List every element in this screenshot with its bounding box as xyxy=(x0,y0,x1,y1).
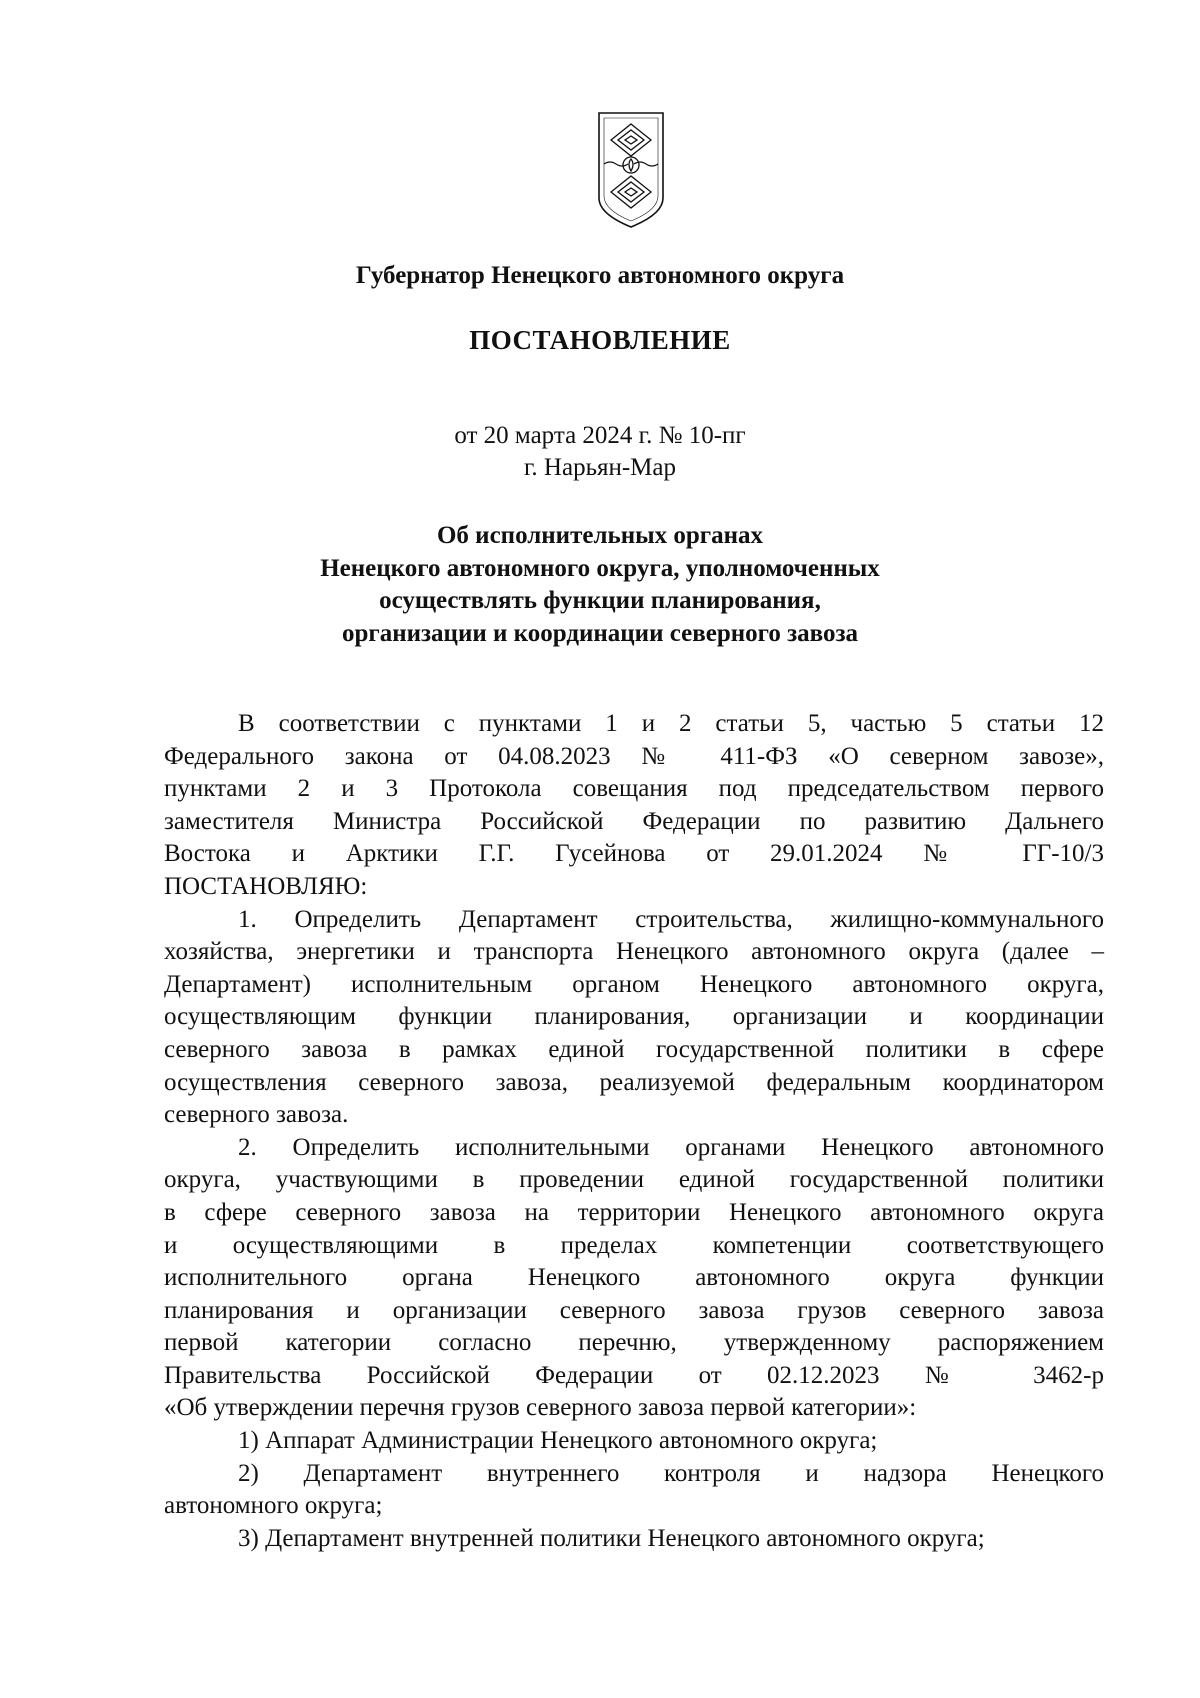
body-line: северного завоза. xyxy=(164,1101,349,1129)
body-line: заместителя Министра Российской Федерации по развитию Дальнего xyxy=(164,807,1104,835)
body-line: в сфере северного завоза на территории Ненецкого автономного округа xyxy=(164,1198,1104,1226)
document-type: ПОСТАНОВЛЕНИЕ xyxy=(469,325,731,355)
body-line: 1) Аппарат Администрации Ненецкого автономного округа; xyxy=(238,1427,878,1455)
body-line: осуществляющим функции планирования, организации и координации xyxy=(164,1003,1104,1031)
body-line: северного завоза в рамках единой государственной политики в сфере xyxy=(164,1035,1104,1063)
body-line: первой категории согласно перечню, утвержденному распоряжением xyxy=(164,1329,1104,1357)
body-line: Востока и Арктики Г.Г. Гусейнова от 29.01.2024 № ГГ-10/3 xyxy=(164,840,1104,868)
title-line: Об исполнительных органах xyxy=(436,522,764,549)
body-line: 1. Определить Департамент строительства, жилищно-коммунального xyxy=(238,905,1104,933)
body-line: 3) Департамент внутренней политики Ненецкого автономного округа; xyxy=(238,1524,985,1552)
body-line: Федерального закона от 04.08.2023 № 411-ФЗ «О северном завозе», xyxy=(164,742,1104,770)
document-body xyxy=(164,708,1104,1555)
document-date-number: от 20 марта 2024 г. № 10-пг xyxy=(454,422,746,449)
document-city: г. Нарьян-Мар xyxy=(523,454,676,481)
body-line: осуществления северного завоза, реализуемой федеральным координатором xyxy=(164,1068,1104,1096)
title-line: организации и координации северного завоза xyxy=(341,619,859,647)
body-line: исполнительного органа Ненецкого автономного округа функции xyxy=(164,1264,1104,1292)
body-line: и осуществляющими в пределах компетенции соответствующего xyxy=(164,1231,1104,1259)
body-line: 2) Департамент внутреннего контроля и надзора Ненецкого xyxy=(238,1459,1104,1487)
title-line: осуществлять функции планирования, xyxy=(379,587,821,614)
body-line: автономного округа; xyxy=(164,1492,383,1520)
body-line: «Об утверждении перечня грузов северного завоза первой категории»: xyxy=(164,1394,917,1422)
body-line: пунктами 2 и 3 Протокола совещания под председательством первого xyxy=(164,775,1104,803)
title-line: Ненецкого автономного округа, уполномоченных xyxy=(320,554,880,582)
body-line: В соответствии с пунктами 1 и 2 статьи 5, частью 5 статьи 12 xyxy=(238,710,1104,737)
document-title xyxy=(0,520,1200,650)
body-line: ПОСТАНОВЛЯЮ: xyxy=(164,872,368,900)
body-line: планирования и организации северного завоза грузов северного завоза xyxy=(164,1296,1104,1324)
body-line: Правительства Российской Федерации от 02.12.2023 № 3462-р xyxy=(164,1361,1104,1389)
issuing-authority: Губернатор Ненецкого автономного округа xyxy=(355,262,845,289)
body-line: хозяйства, энергетики и транспорта Ненецкого автономного округа (далее – xyxy=(164,938,1104,966)
body-line: 2. Определить исполнительными органами Ненецкого автономного xyxy=(238,1133,1104,1161)
body-line: Департамент) исполнительным органом Ненецкого автономного округа, xyxy=(164,970,1104,998)
body-line: округа, участвующими в проведении единой государственной политики xyxy=(164,1166,1104,1194)
nenets-coat-of-arms-icon xyxy=(596,110,666,230)
